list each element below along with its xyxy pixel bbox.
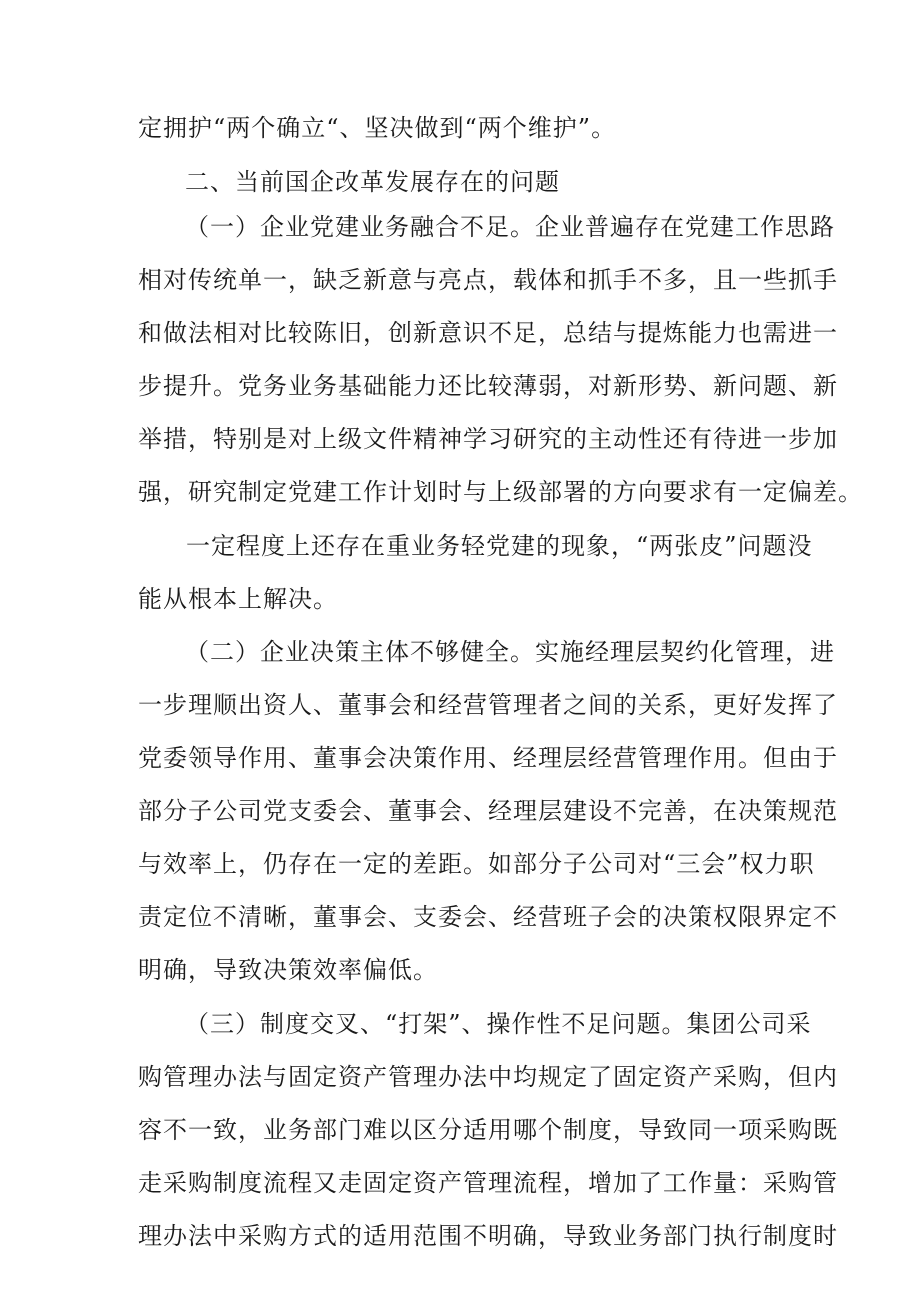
text-line: 能从根本上解决。 [138,585,338,613]
text-line: 相对传统单一，缺乏新意与亮点，载体和抓手不多，且一些抓手 [138,266,838,294]
text-line: 容不一致，业务部门难以区分适用哪个制度，导致同一项采购既 [138,1116,838,1144]
text-line: 明确，导致决策效率偏低。 [138,956,438,984]
text-line: 与效率上，仍存在一定的差距。如部分子公司对“三会”权力职 [138,850,815,878]
text-line: 购管理办法与固定资产管理办法中均规定了固定资产采购，但内 [138,1063,838,1091]
text-line: 举措，特别是对上级文件精神学习研究的主动性还有待进一步加 [138,425,838,453]
text-line: 部分子公司党支委会、董事会、经理层建设不完善，在决策规范 [138,797,838,825]
text-line: 走采购制度流程又走固定资产管理流程，增加了工作量：采购管 [138,1169,838,1197]
text-line: 理办法中采购方式的适用范围不明确，导致业务部门执行制度时 [138,1222,838,1250]
text-line: （一）企业党建业务融合不足。企业普遍存在党建工作思路 [185,213,835,241]
text-line: 步提升。党务业务基础能力还比较薄弱，对新形势、新问题、新 [138,372,838,400]
text-line: 和做法相对比较陈旧，创新意识不足，总结与提炼能力也需进一 [138,319,838,347]
text-line: 一定程度上还存在重业务轻党建的现象，“两张皮”问题没 [186,532,813,560]
text-line: 党委领导作用、董事会决策作用、经理层经营管理作用。但由于 [138,744,838,772]
text-line: （二）企业决策主体不够健全。实施经理层契约化管理，进 [185,638,835,666]
text-line: 一步理顺出资人、董事会和经营管理者之间的关系，更好发挥了 [138,691,838,719]
text-line: 责定位不清晰，董事会、支委会、经营班子会的决策权限界定不 [138,903,838,931]
text-line: 强，研究制定党建工作计划时与上级部署的方向要求有一定偏差。 [138,478,863,506]
text-line: 定拥护“两个确立“、坚决做到“两个维护”。 [138,114,617,142]
section-heading: 二、当前国企改革发展存在的问题 [185,168,560,196]
text-line: （三）制度交叉、“打架”、操作性不足问题。集团公司采 [185,1010,812,1038]
